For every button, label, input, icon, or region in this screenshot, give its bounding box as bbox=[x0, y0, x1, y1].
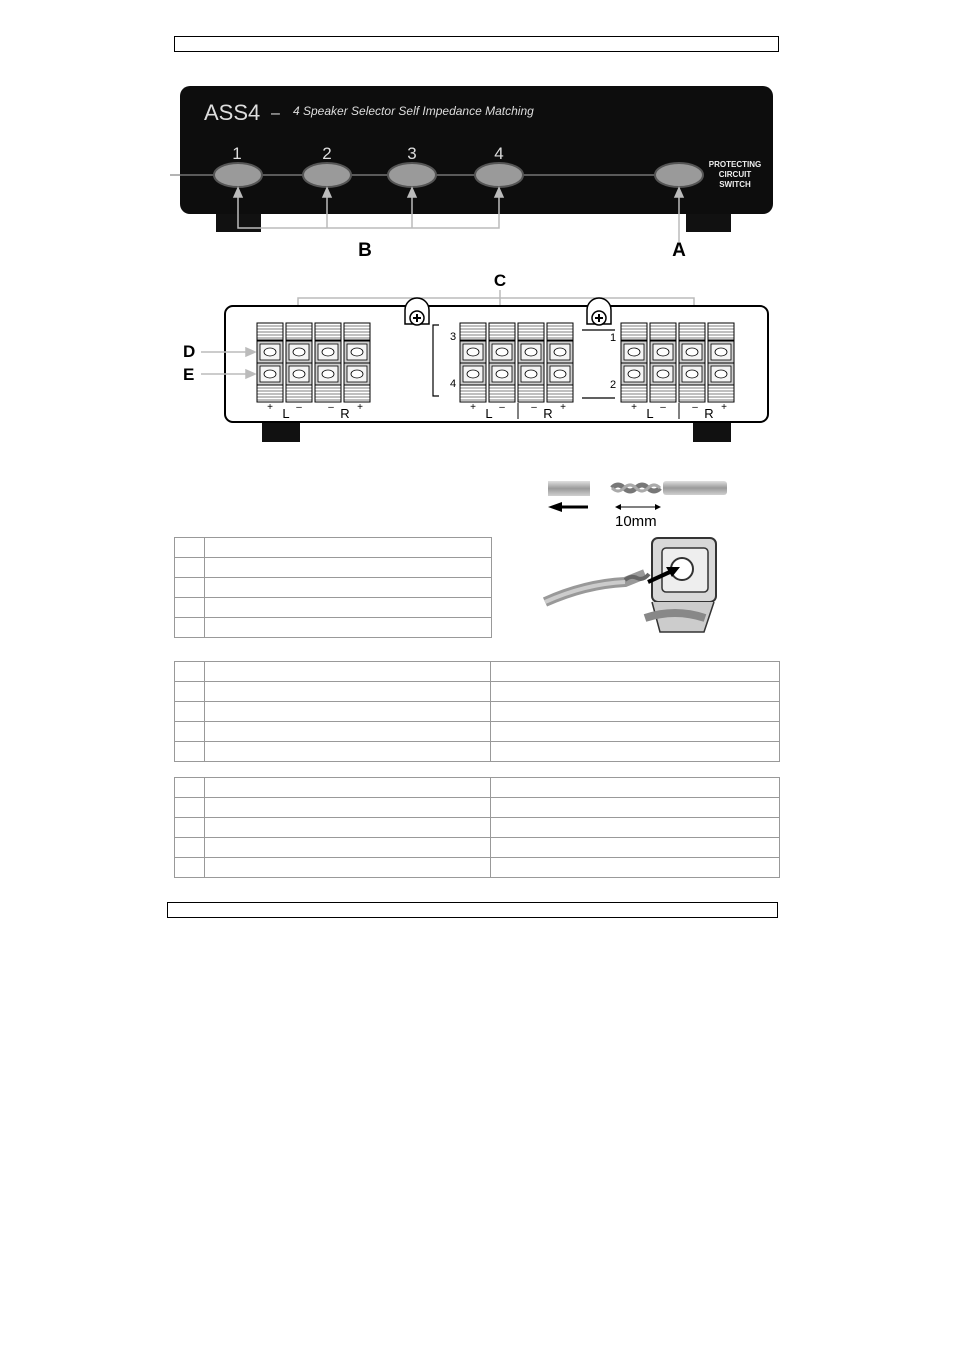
terminal-insertion bbox=[545, 538, 716, 632]
terminal-clip bbox=[460, 341, 486, 363]
table-cell bbox=[204, 818, 491, 838]
terminal-clip bbox=[315, 341, 341, 363]
callout-d: D bbox=[183, 342, 196, 361]
table-cell bbox=[491, 798, 780, 818]
protect-label-line3: SWITCH bbox=[719, 180, 751, 189]
table-cell bbox=[205, 558, 492, 578]
group-number-4: 4 bbox=[449, 378, 457, 390]
table-cell bbox=[491, 858, 780, 878]
screw-icon bbox=[405, 298, 429, 325]
callout-a: A bbox=[672, 240, 686, 261]
terminal-clip bbox=[679, 341, 705, 363]
insulation-sleeve bbox=[548, 481, 590, 496]
svg-text:+: + bbox=[721, 402, 727, 413]
callout-b: B bbox=[358, 240, 372, 261]
table-row bbox=[175, 798, 780, 818]
table-row bbox=[175, 742, 780, 762]
terminal-clip bbox=[650, 363, 676, 385]
table-cell bbox=[204, 702, 491, 722]
callout-e: E bbox=[183, 365, 195, 384]
table-cell-index bbox=[175, 798, 205, 818]
table-cell bbox=[204, 742, 491, 762]
table-cell-index bbox=[175, 818, 205, 838]
table-cell bbox=[204, 722, 491, 742]
twisted-wire bbox=[612, 481, 727, 495]
table-cell-index bbox=[175, 682, 205, 702]
terminal-clip bbox=[315, 363, 341, 385]
terminal-clip bbox=[547, 363, 573, 385]
table-cell-index bbox=[175, 662, 205, 682]
terminal-clip bbox=[257, 363, 283, 385]
table-cell bbox=[491, 778, 780, 798]
svg-text:–: – bbox=[660, 402, 666, 413]
terminal-clip bbox=[650, 341, 676, 363]
length-indicator bbox=[615, 504, 661, 510]
table-cell bbox=[204, 778, 491, 798]
svg-text:1: 1 bbox=[232, 144, 242, 163]
table-cell-index bbox=[175, 722, 205, 742]
spec-table-2 bbox=[174, 661, 780, 762]
table-row bbox=[175, 598, 492, 618]
table-row bbox=[175, 538, 492, 558]
table-cell bbox=[204, 798, 491, 818]
svg-text:+: + bbox=[357, 402, 363, 413]
terminal-clip bbox=[621, 363, 647, 385]
table-cell-index bbox=[175, 618, 205, 638]
svg-text:2: 2 bbox=[322, 144, 332, 163]
table-cell-index bbox=[175, 702, 205, 722]
svg-text:R: R bbox=[704, 406, 714, 421]
svg-text:–: – bbox=[296, 402, 302, 413]
svg-text:+: + bbox=[631, 402, 637, 413]
svg-text:3: 3 bbox=[407, 144, 417, 163]
table-cell-index bbox=[175, 838, 205, 858]
table-row bbox=[175, 702, 780, 722]
svg-text:L: L bbox=[485, 406, 493, 421]
protect-label-line1: PROTECTING bbox=[708, 160, 762, 169]
rear-panel-figure bbox=[175, 268, 775, 448]
table-cell-index bbox=[175, 778, 205, 798]
terminal-clip bbox=[708, 363, 734, 385]
table-cell bbox=[491, 722, 780, 742]
svg-text:L: L bbox=[646, 406, 654, 421]
wire-preparation-figure bbox=[540, 470, 735, 635]
table-cell bbox=[205, 538, 492, 558]
svg-text:R: R bbox=[340, 406, 350, 421]
table-row bbox=[175, 558, 492, 578]
table-cell bbox=[491, 702, 780, 722]
table-cell bbox=[205, 578, 492, 598]
table-row bbox=[175, 838, 780, 858]
terminal-clip bbox=[547, 341, 573, 363]
table-cell bbox=[204, 858, 491, 878]
table-cell bbox=[205, 618, 492, 638]
table-cell bbox=[491, 682, 780, 702]
group-number-1: 1 bbox=[609, 332, 617, 344]
table-cell bbox=[491, 838, 780, 858]
group-number-2: 2 bbox=[609, 379, 617, 391]
svg-text:4: 4 bbox=[494, 144, 504, 163]
table-row bbox=[175, 618, 492, 638]
table-cell-index bbox=[175, 558, 205, 578]
spec-table-1 bbox=[174, 537, 492, 638]
screw-icon bbox=[587, 298, 611, 325]
table-cell-index bbox=[175, 858, 205, 878]
terminal-clip bbox=[489, 363, 515, 385]
terminal-clip bbox=[460, 363, 486, 385]
table-row bbox=[175, 722, 780, 742]
table-row bbox=[175, 858, 780, 878]
strip-direction-arrow bbox=[548, 502, 588, 512]
model-name: ASS4 bbox=[204, 100, 261, 125]
protect-label-line2: CIRCUIT bbox=[718, 170, 752, 179]
svg-text:R: R bbox=[543, 406, 553, 421]
front-panel-figure bbox=[170, 80, 785, 265]
table-cell-index bbox=[175, 598, 205, 618]
table-cell bbox=[491, 818, 780, 838]
terminal-clip bbox=[344, 363, 370, 385]
group-number-3: 3 bbox=[449, 331, 457, 343]
table-cell bbox=[204, 682, 491, 702]
rear-foot-right bbox=[693, 420, 731, 442]
terminal-clip bbox=[286, 341, 312, 363]
terminal-clip bbox=[344, 341, 370, 363]
spec-table-3 bbox=[174, 777, 780, 878]
protect-button bbox=[655, 163, 703, 187]
svg-text:–: – bbox=[499, 402, 505, 413]
rear-foot-left bbox=[262, 420, 300, 442]
terminal-clip bbox=[518, 341, 544, 363]
table-cell bbox=[205, 598, 492, 618]
table-row bbox=[175, 662, 780, 682]
terminal-clip bbox=[679, 363, 705, 385]
svg-text:+: + bbox=[470, 402, 476, 413]
table-cell bbox=[491, 662, 780, 682]
terminal-clip bbox=[286, 363, 312, 385]
table-cell-index bbox=[175, 742, 205, 762]
table-row bbox=[175, 682, 780, 702]
svg-text:L: L bbox=[282, 406, 290, 421]
table-cell bbox=[204, 662, 491, 682]
terminal-clip bbox=[257, 341, 283, 363]
table-row bbox=[175, 578, 492, 598]
terminal-clip bbox=[489, 341, 515, 363]
table-row bbox=[175, 778, 780, 798]
title-dash: – bbox=[271, 105, 280, 122]
terminal-clip bbox=[518, 363, 544, 385]
table-row bbox=[175, 818, 780, 838]
page-header-box bbox=[174, 36, 779, 52]
svg-text:–: – bbox=[531, 402, 537, 413]
callout-c: C bbox=[493, 271, 507, 290]
svg-text:–: – bbox=[328, 402, 334, 413]
table-cell bbox=[491, 742, 780, 762]
terminal-clip bbox=[708, 341, 734, 363]
svg-text:+: + bbox=[560, 402, 566, 413]
svg-text:+: + bbox=[267, 402, 273, 413]
svg-text:–: – bbox=[692, 402, 698, 413]
table-cell bbox=[204, 838, 491, 858]
table-cell-index bbox=[175, 578, 205, 598]
strip-length-label: 10mm bbox=[615, 513, 657, 530]
terminal-clip bbox=[621, 341, 647, 363]
table-cell-index bbox=[175, 538, 205, 558]
page-footer-box bbox=[167, 902, 778, 918]
front-panel-subtitle: 4 Speaker Selector Self Impedance Matching bbox=[293, 104, 534, 118]
